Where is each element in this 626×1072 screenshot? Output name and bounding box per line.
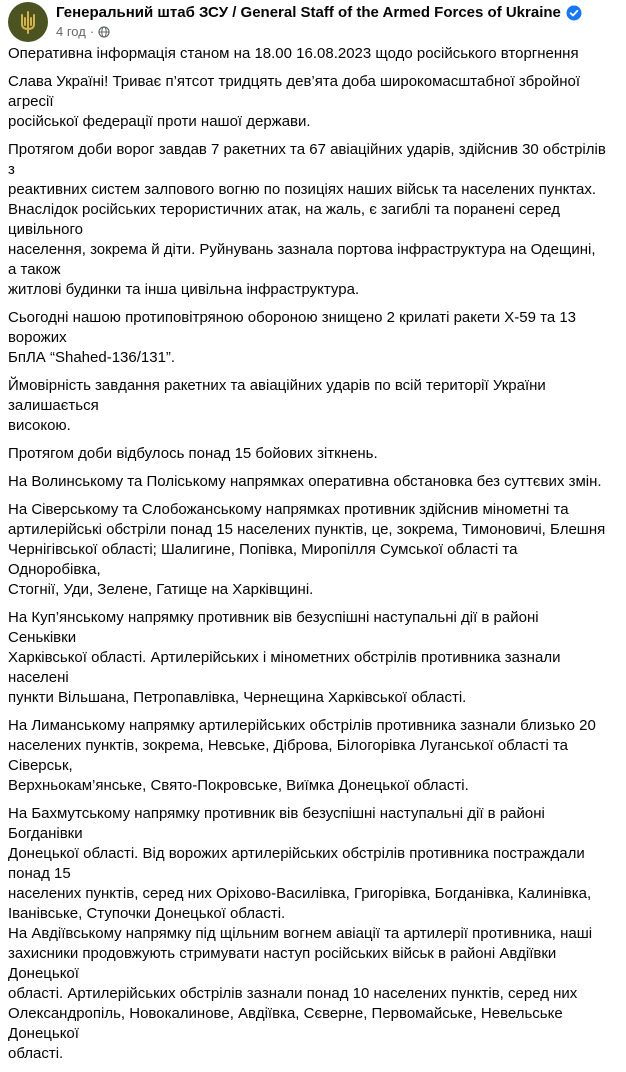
paragraph: На Сіверському та Слобожанському напрямках противник здійснив мінометні та артилерійські обстріли понад 15 населених пунктів, це, зокрема, Тимоновичі, Блешня Чернігівської області; Шалигине, Попівка, Миропілля Сумської області та Одноробівка, Стогнії, Уди, Зелене, Гатище на Харківщині. xyxy=(8,501,606,598)
paragraph-title: Оперативна інформація станом на 18.00 16.08.2023 щодо російського вторгнення xyxy=(8,45,579,62)
post-meta xyxy=(56,24,110,39)
post-text xyxy=(8,44,608,1072)
post-timestamp[interactable]: 4 год xyxy=(56,24,86,39)
meta-separator: · xyxy=(89,24,95,39)
author-name[interactable]: Генеральний штаб ЗСУ / General Staff of the Armed Forces of Ukraine xyxy=(56,4,561,21)
paragraph: На Волинському та Поліському напрямках оперативна обстановка без суттєвих змін. xyxy=(8,473,602,490)
paragraph: На Бахмутському напрямку противник вів безуспішні наступальні дії в районі Богданівки Донецької області. Від ворожих артилерійських обстрілів противника постраждали понад 15 населених пунктів, серед них Оріхово-Василівка, Григорівка, Богданівка, Калинівка, Іванівське, Ступочки Донецької області. xyxy=(8,805,592,922)
author-line xyxy=(56,4,582,21)
paragraph: Протягом доби ворог завдав 7 ракетних та 67 авіаційних ударів, здійснив 30 обстрілів з реактивних систем залпового вогню по позиціях наших військ та населених пунктах. Внаслідок російських терористичних атак, на жаль, є загиблі та поранені серед цивільного населення, зокрема й діти. Руйнувань зазнала портова інфраструктура на Одещині, а також житлові будинки та інша цивільна інфраструктура. xyxy=(8,141,606,298)
verified-badge-icon xyxy=(566,5,582,21)
paragraph: На Лиманському напрямку артилерійських обстрілів противника зазнали близько 20 населених пунктів, зокрема, Невське, Діброва, Білогорівка Луганської області та Сіверськ, Верхньокам’янське, Свято-Покровське, Виїмка Донецької області. xyxy=(8,717,596,794)
paragraph: На Куп’янському напрямку противник вів безуспішні наступальні дії в районі Сеньківки Харківської області. Артилерійських і мінометних обстрілів противника зазнали населені пункти Вільшана, Петропавлівка, Чернещина Харківської області. xyxy=(8,609,561,706)
paragraph: Сьогодні нашою протиповітряною обороною знищено 2 крилаті ракети Х-59 та 13 ворожих БпЛА “Shahed-136/131”. xyxy=(8,309,577,366)
globe-icon xyxy=(98,26,110,38)
paragraph: На Авдіївському напрямку під щільним вогнем авіації та артилерії противника, наші захисники продовжують стримувати наступ російських військ в районі Авдіївки Донецької області. Артилерійських обстрілів зазнали понад 10 населених пунктів, серед них Олександропіль, Новокалинове, Авдіївка, Сєверне, Первомайське, Невельське Донецької області. xyxy=(8,925,593,1062)
trident-emblem-icon xyxy=(15,9,41,35)
page-avatar[interactable] xyxy=(8,2,48,42)
paragraph: Слава Україні! Триває п’ятсот тридцять дев’ята доба широкомасштабної збройної агресії російської федерації проти нашої держави. xyxy=(8,73,581,130)
post-header xyxy=(8,2,618,42)
paragraph: Протягом доби відбулось понад 15 бойових зіткнень. xyxy=(8,445,378,462)
paragraph: Ймовірність завдання ракетних та авіаційних ударів по всій території України залишається високою. xyxy=(8,377,546,434)
